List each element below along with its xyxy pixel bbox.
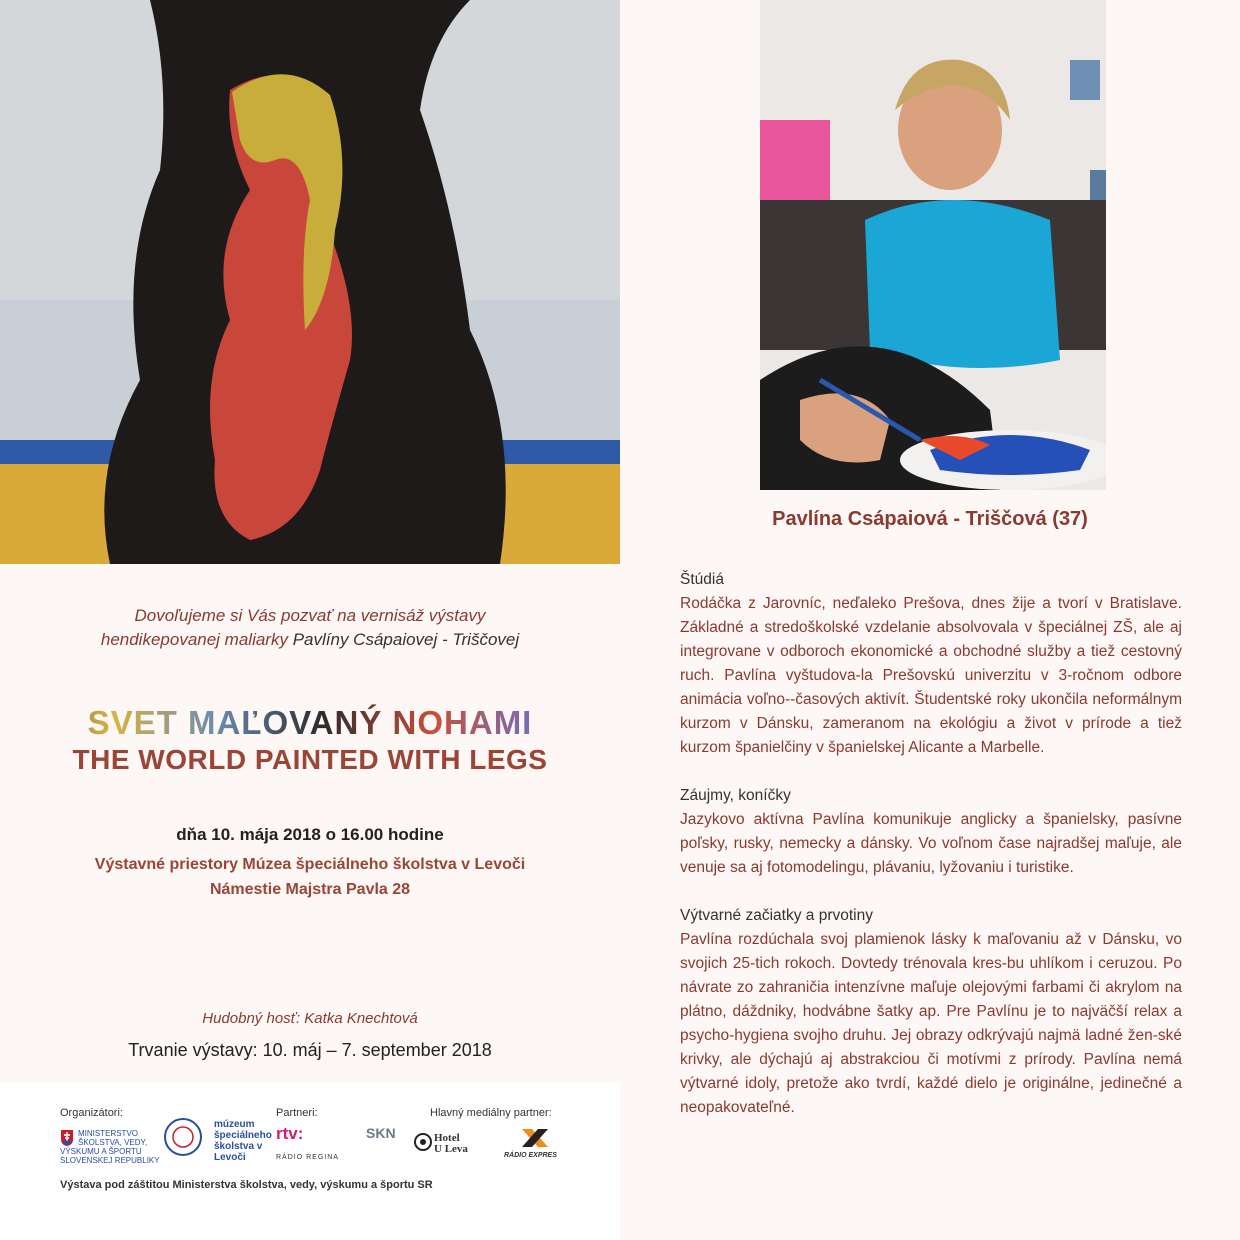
artist-bio (680, 568, 1182, 1144)
partners-label: Partneri: (276, 1107, 318, 1119)
radio-regina-logo: RÁDIO REGINA (276, 1154, 339, 1161)
hotel-logo: Hotel U Leva (434, 1132, 468, 1155)
artist-name: Pavlína Csápaiová - Triščová (37) (772, 508, 1088, 530)
art-heading: Výtvarné začiatky a prvotiny (680, 907, 873, 924)
venue-line-2: Námestie Majstra Pavla 28 (209, 881, 411, 898)
art-text: Pavlína rozdúchala svoj plamienok lásky k maľovaniu až v Dánsku, vo svojich 25-tich rokoch. Dovtedy trénovala kres-bu uhlíkom i ceruzou. Po návrate zo zahraničia intenzívne maľuje olejovými farbami či akrylom na plátno, dáždniky, hodvábne šatky ap. Pre Pavlínu je to najväčší relax a psycho-hygiena svojho druhu. Jej obrazy odkrývajú najmä ladné žen-ské krivky, ale dýchajú aj abstrakciou či motívmi z prírody. Pavlína nemá výtvarné idoly, pretože ako tvrdí, každé dielo je originálne, jedinečné a neopakovateľné. (680, 931, 1182, 1116)
painting-image (0, 0, 620, 564)
media-partner-label: Hlavný mediálny partner: (430, 1107, 552, 1119)
hobbies-heading: Záujmy, koníčky (680, 787, 791, 804)
invitation-artist-name: Pavlíny Csápaiovej - Triščovej (292, 630, 520, 649)
bio-section-art (680, 904, 1182, 1120)
music-guest: Hudobný hosť: Katka Knechtová (202, 1010, 418, 1027)
studies-text: Rodáčka z Jarovníc, neďaleko Prešova, dnes žije a tvorí v Bratislave. Základné a stredoškolské vzdelanie absolvovala v špeciálnej ZŠ, ale aj integrovane v odboroch ekonomické a obchodné služby a tiež cestovný ruch. Pavlína vyštudova-la Prešovskú univerzitu v 3-ročnom odbore animácia voľno--časových aktivít. Študentské roky ukončila neformálnym kurzom v Dánsku, zameranom na ekológiu a život v prírode a tiež kurzom španielčiny v španielskej Alicante a Marbelle. (680, 595, 1182, 756)
exhibition-duration: Trvanie výstavy: 10. máj – 7. september 2018 (128, 1040, 492, 1060)
society-seal-icon (163, 1117, 203, 1157)
right-panel (620, 0, 1240, 1240)
exhibition-title-en: THE WORLD PAINTED WITH LEGS (72, 744, 548, 775)
rtv-logo: rtv: (276, 1124, 304, 1143)
invitation-line-1: Dovoľujeme si Vás pozvať na vernisáž výstavy (134, 606, 486, 625)
slovak-coat-of-arms-icon (60, 1129, 74, 1147)
skn-logo: SKN (366, 1125, 396, 1141)
artist-photo-illustration (760, 0, 1106, 490)
sponsors-footer (0, 1083, 620, 1240)
bio-section-hobbies (680, 784, 1182, 880)
invitation-text (0, 604, 620, 652)
invitation-line-2-prefix: hendikepovanej maliarky (100, 630, 293, 649)
ministry-logo (60, 1129, 160, 1165)
radio-expres-x-icon (520, 1127, 550, 1149)
event-date: dňa 10. mája 2018 o 16.00 hodine (176, 825, 444, 844)
venue-line-1: Výstavné priestory Múzea špeciálneho školstva v Levoči (94, 856, 526, 873)
bio-section-studies (680, 568, 1182, 760)
exhibition-title-sk: SVET MAĽOVANÝ NOHAMI (0, 704, 620, 742)
hobbies-text: Jazykovo aktívna Pavlína komunikuje anglicky a španielsky, pasívne poľsky, rusky, nemecky a dánsky. Vo voľnom čase najradšej maľuje, ale venuje sa aj fotomodelingu, plávaniu, lyžovaniu i turistike. (680, 811, 1182, 876)
patronage-text: Výstava pod záštitou Ministerstva školstva, vedy, výskumu a športu SR (60, 1179, 433, 1191)
studies-heading: Štúdiá (680, 571, 724, 588)
invitation-line-2 (0, 628, 620, 652)
organizers-label: Organizátori: (60, 1107, 123, 1119)
artist-photo (760, 0, 1106, 490)
painting-illustration (0, 0, 620, 564)
radio-expres-logo: RÁDIO EXPRES (504, 1152, 557, 1159)
museum-logo: múzeum špeciálneho školstva v Levoči (214, 1119, 272, 1163)
event-venue (0, 852, 620, 902)
ministry-logo-text: MINISTERSTVO ŠKOLSTVA, VEDY, VÝSKUMU A ŠPORTU SLOVENSKEJ REPUBLIKY (60, 1129, 160, 1165)
lion-icon (414, 1133, 432, 1151)
